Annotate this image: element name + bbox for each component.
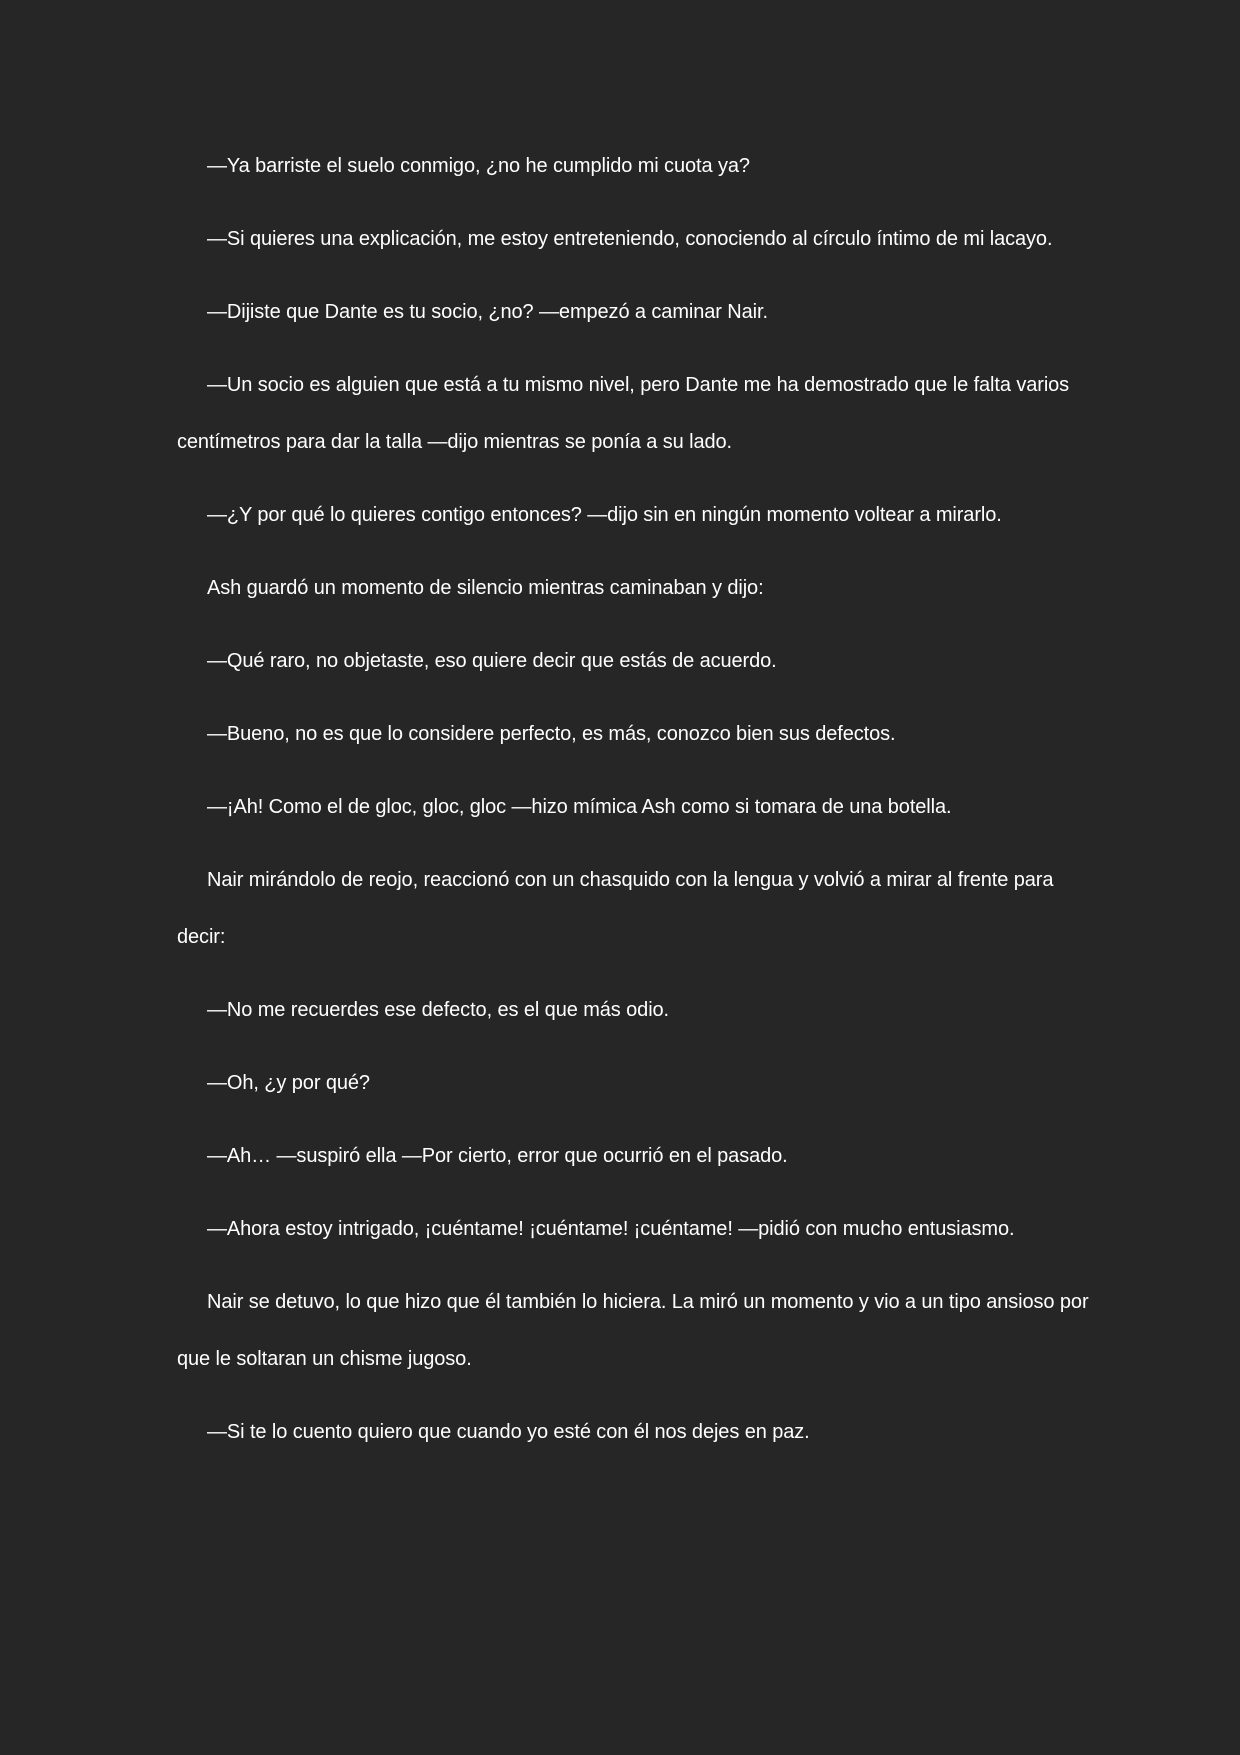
paragraph: —Si quieres una explicación, me estoy entreteniendo, conociendo al círculo íntimo de mi lacayo. xyxy=(207,228,1053,250)
paragraph: Nair mirándolo de reojo, reaccionó con un chasquido con la lengua y volvió a mirar al frente para decir: xyxy=(177,869,1054,948)
paragraph: —Bueno, no es que lo considere perfecto, es más, conozco bien sus defectos. xyxy=(207,723,896,745)
paragraph: —No me recuerdes ese defecto, es el que más odio. xyxy=(207,999,670,1021)
paragraph: Nair se detuvo, lo que hizo que él también lo hiciera. La miró un momento y vio a un tipo ansioso por que le soltaran un chisme jugoso. xyxy=(177,1291,1089,1370)
paragraph: —Un socio es alguien que está a tu mismo nivel, pero Dante me ha demostrado que le falta varios centímetros para dar la talla —dijo mientras se ponía a su lado. xyxy=(177,374,1070,453)
paragraph: —¿Y por qué lo quieres contigo entonces? —dijo sin en ningún momento voltear a mirarlo. xyxy=(207,504,1002,526)
paragraph: —Ahora estoy intrigado, ¡cuéntame! ¡cuéntame! ¡cuéntame! —pidió con mucho entusiasmo. xyxy=(207,1218,1015,1240)
paragraph: —Dijiste que Dante es tu socio, ¿no? —empezó a caminar Nair. xyxy=(207,301,768,323)
paragraph: —Qué raro, no objetaste, eso quiere decir que estás de acuerdo. xyxy=(207,650,777,672)
paragraph: Ash guardó un momento de silencio mientras caminaban y dijo: xyxy=(207,577,764,599)
paragraph: —Si te lo cuento quiero que cuando yo esté con él nos dejes en paz. xyxy=(207,1421,810,1443)
paragraph: —Oh, ¿y por qué? xyxy=(207,1072,370,1094)
paragraph: —Ah… —suspiró ella —Por cierto, error que ocurrió en el pasado. xyxy=(207,1145,788,1167)
paragraph: —Ya barriste el suelo conmigo, ¿no he cumplido mi cuota ya? xyxy=(207,155,750,177)
paragraph: —¡Ah! Como el de gloc, gloc, gloc —hizo mímica Ash como si tomara de una botella. xyxy=(207,796,952,818)
